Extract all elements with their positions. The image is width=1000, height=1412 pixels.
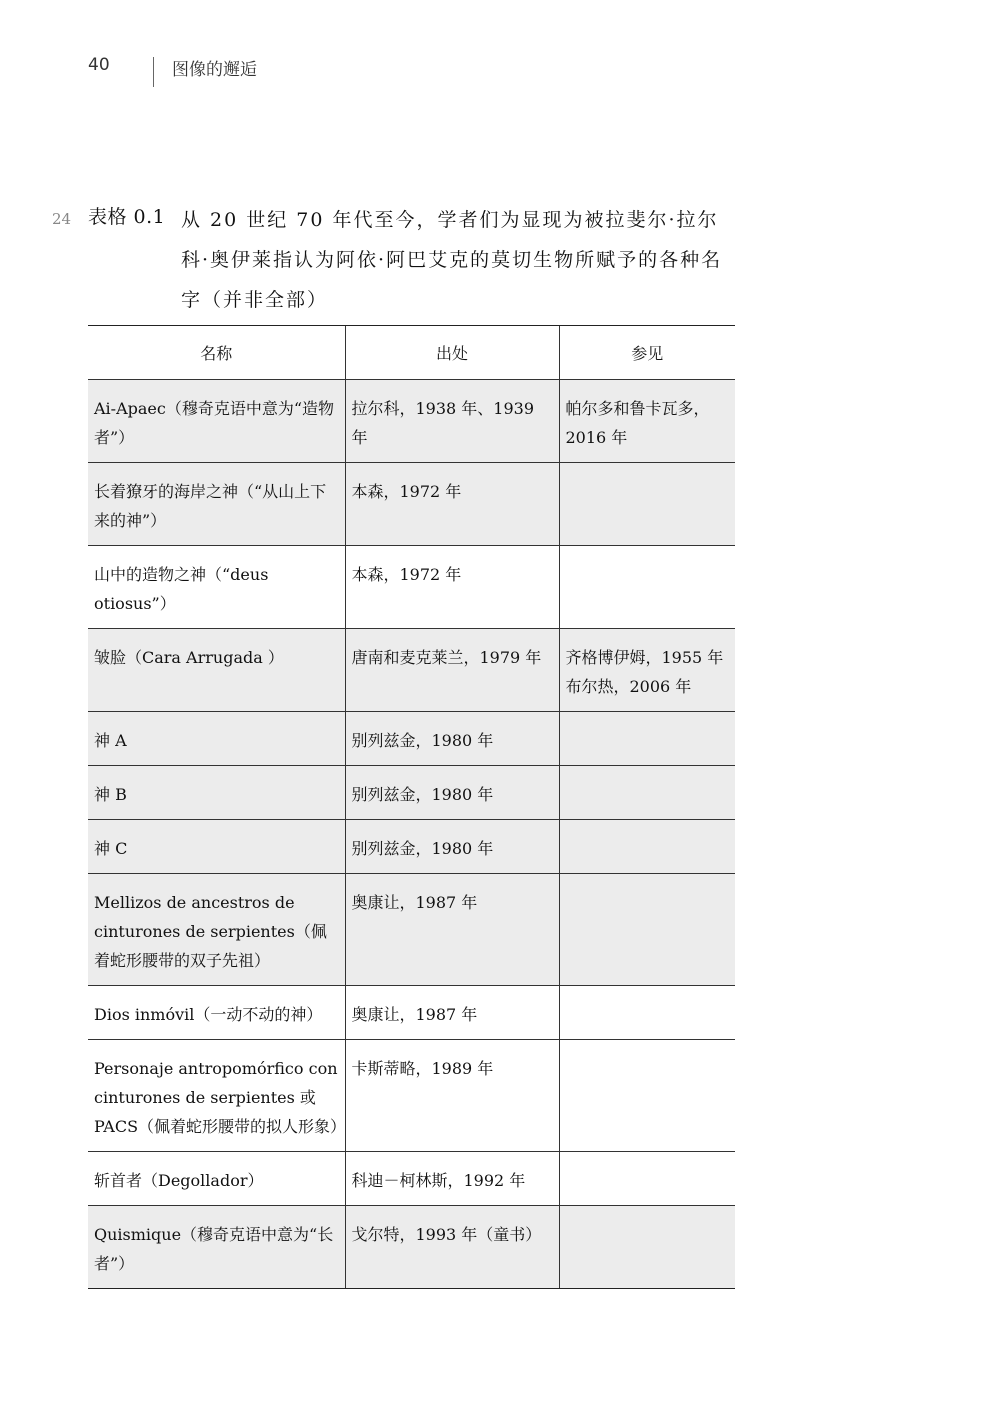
cell-source: 唐南和麦克莱兰，1979 年	[345, 629, 559, 712]
table-caption-text: 从 20 世纪 70 年代至今，学者们为显现为被拉斐尔·拉尔科·奥伊莱指认为阿依·阿巴艾克的莫切生物所赋予的各种名字（并非全部）	[181, 209, 723, 311]
cell-see	[559, 463, 735, 546]
cell-source: 拉尔科，1938 年、1939 年	[345, 380, 559, 463]
cell-name: Quismique（穆奇克语中意为“长者”）	[88, 1206, 345, 1289]
cell-name: 皱脸（Cara Arrugada ）	[88, 629, 345, 712]
cell-see: 帕尔多和鲁卡瓦多，2016 年	[559, 380, 735, 463]
table-row	[88, 463, 735, 546]
cell-see	[559, 1040, 735, 1152]
table-row	[88, 380, 735, 463]
cell-see: 齐格博伊姆，1955 年 布尔热，2006 年	[559, 629, 735, 712]
cell-name: 斩首者（Degollador）	[88, 1152, 345, 1206]
cell-name: 神 B	[88, 766, 345, 820]
table-row	[88, 874, 735, 986]
cell-name: Mellizos de ancestros de cinturones de serpientes（佩着蛇形腰带的双子先祖）	[88, 874, 345, 986]
cell-name: 神 A	[88, 712, 345, 766]
cell-name: Personaje antropomórfico con cinturones de serpientes 或 PACS（佩着蛇形腰带的拟人形象）	[88, 1040, 345, 1152]
names-table	[88, 325, 735, 1289]
column-header-source: 出处	[345, 326, 559, 380]
table-header-row	[88, 326, 735, 380]
page-header	[0, 0, 1000, 100]
table-row	[88, 546, 735, 629]
table-row	[88, 1040, 735, 1152]
cell-name: Ai-Apaec（穆奇克语中意为“造物者”）	[88, 380, 345, 463]
cell-source: 戈尔特，1993 年（童书）	[345, 1206, 559, 1289]
table-row	[88, 766, 735, 820]
header-divider	[153, 57, 154, 87]
cell-source: 奥康让，1987 年	[345, 874, 559, 986]
table-row	[88, 986, 735, 1040]
cell-name: 山中的造物之神（“deus otiosus”）	[88, 546, 345, 629]
cell-name: 长着獠牙的海岸之神（“从山上下来的神”）	[88, 463, 345, 546]
table-caption-label: 表格 0.1	[88, 206, 166, 228]
page-number: 40	[88, 55, 110, 75]
column-header-name: 名称	[88, 326, 345, 380]
cell-name: 神 C	[88, 820, 345, 874]
table-row	[88, 629, 735, 712]
cell-see	[559, 546, 735, 629]
table-row	[88, 1206, 735, 1289]
cell-source: 卡斯蒂略，1989 年	[345, 1040, 559, 1152]
table-row	[88, 1152, 735, 1206]
margin-page-reference: 24	[52, 210, 72, 228]
table-row	[88, 712, 735, 766]
cell-see	[559, 766, 735, 820]
cell-see	[559, 1206, 735, 1289]
cell-source: 本森，1972 年	[345, 546, 559, 629]
cell-source: 别列兹金，1980 年	[345, 820, 559, 874]
cell-see	[559, 874, 735, 986]
cell-see	[559, 820, 735, 874]
table-row	[88, 820, 735, 874]
cell-see	[559, 712, 735, 766]
cell-source: 别列兹金，1980 年	[345, 766, 559, 820]
cell-name: Dios inmóvil（一动不动的神）	[88, 986, 345, 1040]
cell-source: 别列兹金，1980 年	[345, 712, 559, 766]
cell-see	[559, 986, 735, 1040]
cell-see	[559, 1152, 735, 1206]
cell-source: 奥康让，1987 年	[345, 986, 559, 1040]
cell-source: 科迪－柯林斯，1992 年	[345, 1152, 559, 1206]
cell-source: 本森，1972 年	[345, 463, 559, 546]
column-header-see: 参见	[559, 326, 735, 380]
running-title: 图像的邂逅	[172, 60, 257, 80]
